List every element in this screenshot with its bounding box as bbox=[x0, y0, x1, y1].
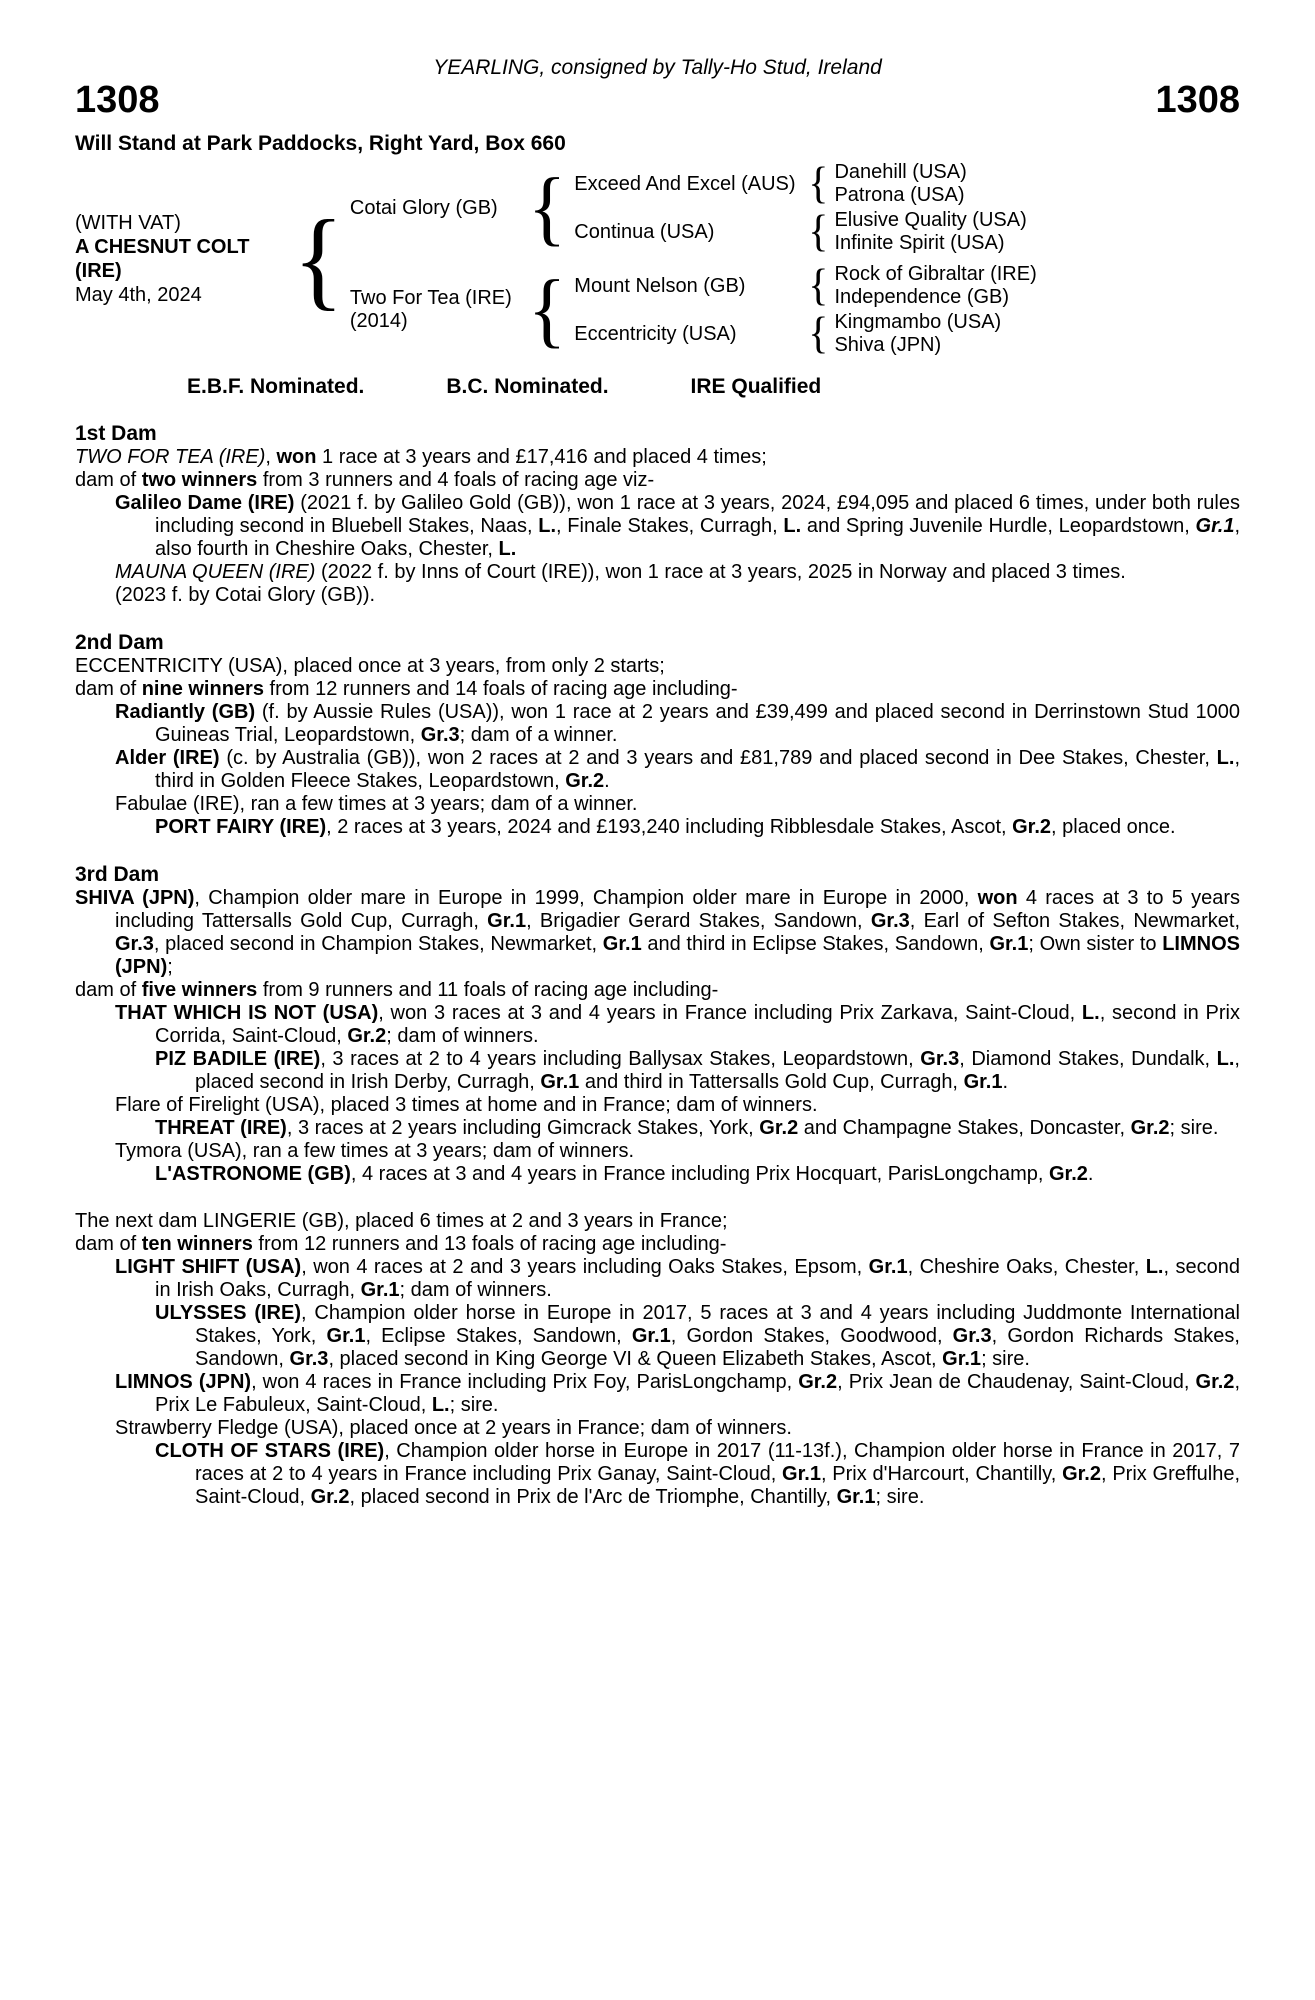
section-2nd-dam bbox=[75, 631, 1240, 839]
section-3rd-dam bbox=[75, 863, 1240, 1186]
dam-dam-dam-name: Shiva (JPN) bbox=[834, 334, 942, 356]
subject-suffix: (IRE) bbox=[75, 260, 122, 282]
dam-sire-sire-name: Rock of Gibraltar (IRE) bbox=[834, 263, 1037, 285]
sire-dam-sire-name: Elusive Quality (USA) bbox=[834, 209, 1027, 231]
sire-parents bbox=[574, 161, 1026, 255]
vat-note: (WITH VAT) bbox=[75, 212, 181, 234]
section-next-dam bbox=[75, 1210, 1240, 1509]
sire-dam-parents bbox=[834, 209, 1026, 255]
foal-date: May 4th, 2024 bbox=[75, 284, 202, 306]
pedigree-table bbox=[75, 161, 1240, 357]
entry-radiantly: Radiantly (GB) (f. by Aussie Rules (USA)), won 1 race at 2 years and £39,499 and placed second in Derrinstown Stud 1000 Guineas Trial, Leopardstown, Gr.3; dam of a winner. bbox=[115, 701, 1240, 746]
entry-fabulae: Fabulae (IRE), ran a few times at 3 years; dam of a winner. bbox=[115, 793, 638, 815]
dam1-produce-summary: dam of two winners from 3 runners and 4 foals of racing age viz- bbox=[75, 469, 655, 491]
dam-sire-branch bbox=[574, 263, 1036, 309]
section-1st-dam-heading: 1st Dam bbox=[75, 422, 157, 445]
dam-sire-parents bbox=[834, 263, 1036, 309]
entry-shiva: SHIVA (JPN), Champion older mare in Europe in 1999, Champion older mare in Europe in 2000, won 4 races at 3 to 5 years including Tattersalls Gold Cup, Curragh, Gr.1, Brigadier Gerard Stakes, Sandown, Gr.3, Earl of Sefton Stakes, Newmarket, Gr.3, placed second in Champion Stakes, Newmarket, Gr.1 and third in Eclipse Stakes, Sandown, Gr.1; Own sister to LIMNOS (JPN); bbox=[75, 887, 1241, 978]
entry-mauna-queen: MAUNA QUEEN (IRE) (2022 f. by Inns of Court (IRE)), won 1 race at 3 years, 2025 in Norway and placed 3 times. bbox=[115, 561, 1126, 583]
pedigree-generation-1 bbox=[350, 161, 1037, 357]
entry-ulysses: ULYSSES (IRE), Champion older horse in Europe in 2017, 5 races at 3 and 4 years including Juddmonte International Stakes, York, Gr.1, Eclipse Stakes, Sandown, Gr.1, Gordon Stakes, Goodwood, Gr.3, Gordon Richards Stakes, Sandown, Gr.3, placed second in King George VI & Queen Elizabeth Stakes, Ascot, Gr.1; sire. bbox=[155, 1302, 1240, 1370]
bc-nominated-label: B.C. Nominated. bbox=[446, 375, 609, 398]
dam-dam-name: Eccentricity (USA) bbox=[574, 322, 737, 345]
sire-sire-parents bbox=[834, 161, 966, 207]
entry-strawberry-fledge: Strawberry Fledge (USA), placed once at 2 years in France; dam of winners. bbox=[115, 1417, 792, 1439]
sire-dam-name: Continua (USA) bbox=[574, 220, 715, 243]
sire-brace-icon bbox=[528, 166, 566, 250]
section-3rd-dam-heading: 3rd Dam bbox=[75, 863, 160, 886]
entry-piz-badile: PIZ BADILE (IRE), 3 races at 2 to 4 years including Ballysax Stakes, Leopardstown, Gr.3, Diamond Stakes, Dundalk, L., placed second in Irish Derby, Curragh, Gr.1 and third in Tattersalls Gold Cup, Curragh, Gr.1. bbox=[155, 1048, 1240, 1093]
dam-branch bbox=[350, 263, 1037, 357]
nextdam-produce-summary: dam of ten winners from 12 runners and 13 foals of racing age including- bbox=[75, 1233, 727, 1255]
dam-name-text: Two For Tea (IRE) bbox=[349, 287, 512, 309]
sire-dam-dam-name: Infinite Spirit (USA) bbox=[834, 232, 1005, 254]
entry-eccentricity: ECCENTRICITY (USA), placed once at 3 years, from only 2 starts; bbox=[75, 655, 665, 677]
dam-parents bbox=[574, 263, 1036, 357]
consignor-note: YEARLING, consigned by Tally-Ho Stud, Ireland bbox=[433, 56, 882, 79]
entry-lingerie: The next dam LINGERIE (GB), placed 6 times at 2 and 3 years in France; bbox=[75, 1210, 728, 1232]
dam-dam-parents bbox=[834, 311, 1001, 357]
entry-galileo-dame: Galileo Dame (IRE) (2021 f. by Galileo Gold (GB)), won 1 race at 3 years, 2024, £94,095 and placed 6 times, under both rules including second in Bluebell Stakes, Naas, L., Finale Stakes, Curragh, L. and Spring Juvenile Hurdle, Leopardstown, Gr.1, also fourth in Cheshire Oaks, Chester, L. bbox=[115, 492, 1241, 560]
sire-sire-sire-name: Danehill (USA) bbox=[834, 161, 967, 183]
dam2-produce-summary: dam of nine winners from 12 runners and 14 foals of racing age including- bbox=[75, 678, 738, 700]
entry-flare-of-firelight: Flare of Firelight (USA), placed 3 times at home and in France; dam of winners. bbox=[115, 1094, 818, 1116]
subject-horse-info bbox=[75, 211, 287, 307]
dam-sire-brace-icon bbox=[808, 264, 828, 308]
lot-number-right: 1308 bbox=[1155, 79, 1240, 121]
dam3-produce-summary: dam of five winners from 9 runners and 11 foals of racing age including- bbox=[75, 979, 719, 1001]
nominations-line bbox=[75, 375, 1240, 398]
section-2nd-dam-heading: 2nd Dam bbox=[75, 631, 164, 654]
ire-qualified-label: IRE Qualified bbox=[690, 375, 822, 398]
entry-port-fairy: PORT FAIRY (IRE), 2 races at 3 years, 2024 and £193,240 including Ribblesdale Stakes, Ascot, Gr.2, placed once. bbox=[155, 816, 1176, 838]
subject-name: A CHESNUT COLT bbox=[75, 236, 250, 258]
dam-sire-name: Mount Nelson (GB) bbox=[574, 274, 746, 297]
entry-2023-foal: (2023 f. by Cotai Glory (GB)). bbox=[115, 584, 376, 606]
dam-brace-icon bbox=[528, 268, 566, 352]
sire-sire-branch bbox=[574, 161, 1026, 207]
entry-threat: THREAT (IRE), 3 races at 2 years including Gimcrack Stakes, York, Gr.2 and Champagne Stakes, Doncaster, Gr.2; sire. bbox=[155, 1117, 1219, 1139]
dam-year: (2014) bbox=[349, 310, 408, 332]
lot-number-left: 1308 bbox=[75, 79, 160, 121]
entry-limnos: LIMNOS (JPN), won 4 races in France including Prix Foy, ParisLongchamp, Gr.2, Prix Jean de Chaudenay, Saint-Cloud, Gr.2, Prix Le Fabuleux, Saint-Cloud, L.; sire. bbox=[115, 1371, 1240, 1416]
entry-tymora: Tymora (USA), ran a few times at 3 years; dam of winners. bbox=[115, 1140, 635, 1162]
section-1st-dam bbox=[75, 422, 1240, 607]
sire-dam-brace-icon bbox=[808, 210, 828, 254]
pedigree-root-brace-icon bbox=[293, 203, 344, 314]
lot-number-row bbox=[75, 80, 1240, 120]
dam-dam-branch bbox=[574, 311, 1036, 357]
sire-sire-name: Exceed And Excel (AUS) bbox=[574, 172, 796, 195]
sire-sire-dam-name: Patrona (USA) bbox=[834, 184, 965, 206]
dam-dam-brace-icon bbox=[808, 312, 828, 356]
ebf-nominated-label: E.B.F. Nominated. bbox=[187, 375, 365, 398]
sire-dam-branch bbox=[574, 209, 1026, 255]
dam-sire-dam-name: Independence (GB) bbox=[834, 286, 1010, 308]
entry-lastronome: L'ASTRONOME (GB), 4 races at 3 and 4 years in France including Prix Hocquart, ParisLongchamp, Gr.2. bbox=[155, 1163, 1094, 1185]
entry-that-which-is-not: THAT WHICH IS NOT (USA), won 3 races at 3 and 4 years in France including Prix Zarkava, Saint-Cloud, L., second in Prix Corrida, Saint-Cloud, Gr.2; dam of winners. bbox=[115, 1002, 1240, 1047]
sire-name: Cotai Glory (GB) bbox=[349, 196, 498, 219]
entry-cloth-of-stars: CLOTH OF STARS (IRE), Champion older horse in Europe in 2017 (11-13f.), Champion older horse in France in 2017, 7 races at 2 to 4 years in France including Prix Ganay, Saint-Cloud, Gr.1, Prix d'Harcourt, Chantilly, Gr.2, Prix Greffulhe, Saint-Cloud, Gr.2, placed second in Prix de l'Arc de Triomphe, Chantilly, Gr.1; sire. bbox=[155, 1440, 1241, 1508]
sire-branch bbox=[350, 161, 1037, 255]
entry-alder: Alder (IRE) (c. by Australia (GB)), won 2 races at 2 and 3 years and £81,789 and placed second in Dee Stakes, Chester, L., third in Golden Fleece Stakes, Leopardstown, Gr.2. bbox=[115, 747, 1241, 792]
stand-location: Will Stand at Park Paddocks, Right Yard, Box 660 bbox=[75, 132, 566, 155]
dam-name bbox=[350, 287, 520, 333]
sire-sire-brace-icon bbox=[808, 162, 828, 206]
entry-two-for-tea: TWO FOR TEA (IRE), won 1 race at 3 years and £17,416 and placed 4 times; bbox=[75, 446, 767, 468]
entry-light-shift: LIGHT SHIFT (USA), won 4 races at 2 and 3 years including Oaks Stakes, Epsom, Gr.1, Cheshire Oaks, Chester, L., second in Irish Oaks, Curragh, Gr.1; dam of winners. bbox=[115, 1256, 1240, 1301]
dam-dam-sire-name: Kingmambo (USA) bbox=[834, 311, 1002, 333]
